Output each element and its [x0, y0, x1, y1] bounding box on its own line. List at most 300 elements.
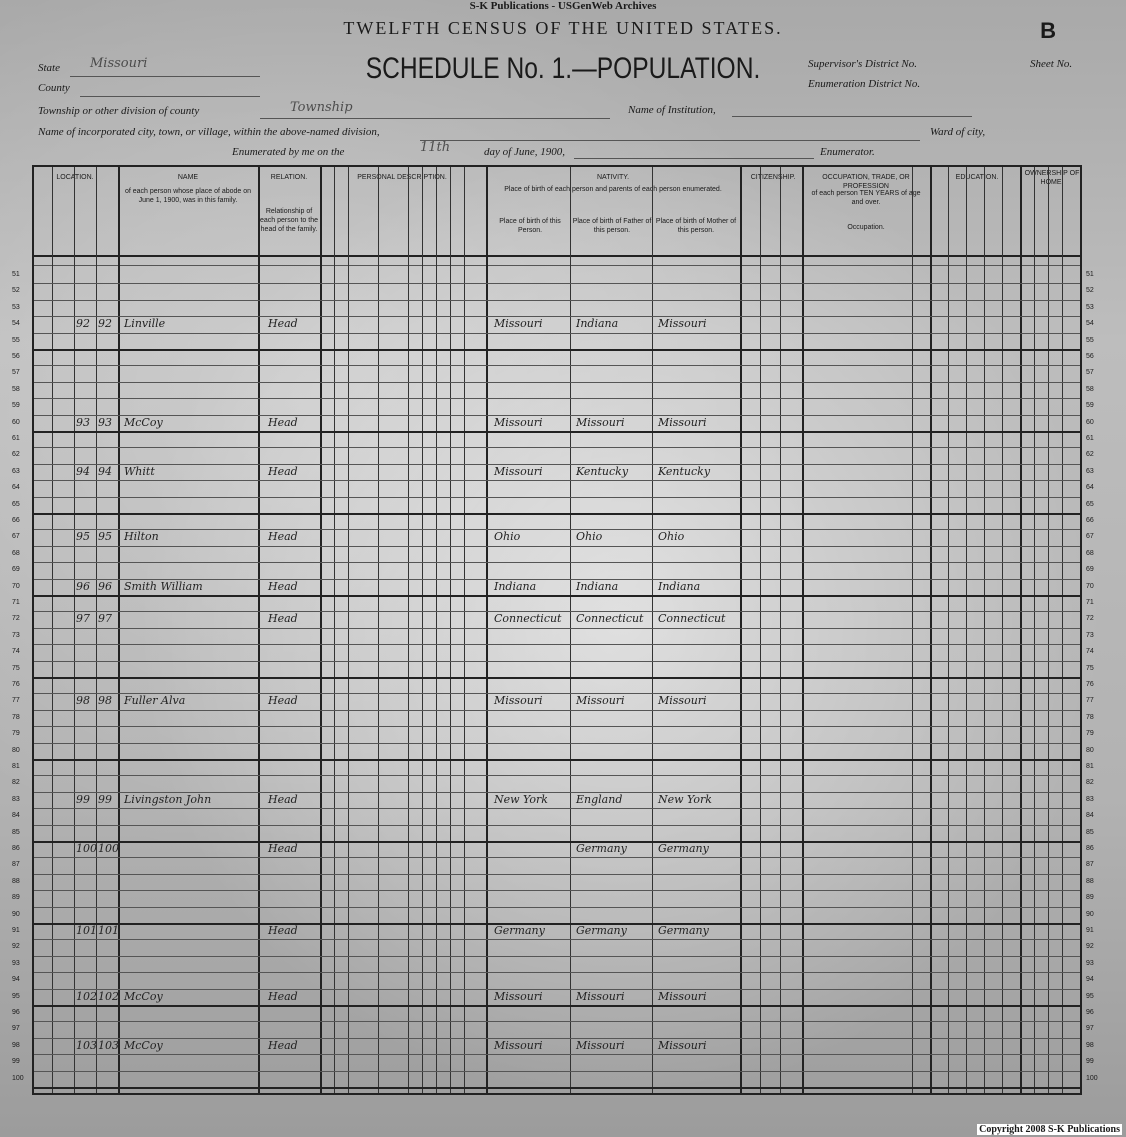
row-number-right: 88 — [1086, 877, 1094, 885]
row-number-left: 77 — [12, 697, 20, 705]
row-number-left: 58 — [12, 385, 20, 393]
col-name: NAME — [177, 174, 199, 181]
row-number-left: 93 — [12, 959, 20, 967]
entry-dwelling: 95 — [76, 530, 90, 544]
entry-birth: Missouri — [494, 415, 543, 429]
row-number-right: 93 — [1086, 959, 1094, 967]
row-number-left: 80 — [12, 746, 20, 754]
row-number-left: 98 — [12, 1041, 20, 1049]
entry-relation: Head — [268, 694, 298, 708]
vline — [802, 167, 804, 1093]
row-number-left: 67 — [12, 533, 20, 541]
row-line — [34, 1054, 1080, 1055]
row-line — [34, 497, 1080, 498]
row-line — [34, 939, 1080, 940]
row-line — [34, 661, 1080, 662]
row-number-left: 88 — [12, 877, 20, 885]
township-label: Township or other division of county — [38, 105, 200, 117]
col-relation: RELATION. — [270, 174, 308, 181]
entry-name: Smith William — [124, 579, 203, 593]
row-number-right: 67 — [1086, 533, 1094, 541]
row-line — [34, 1071, 1080, 1072]
vline — [436, 167, 437, 1093]
row-line — [34, 1087, 1080, 1089]
row-number-right: 53 — [1086, 303, 1094, 311]
col-occupation-label: Occupation. — [847, 224, 885, 231]
row-number-left: 59 — [12, 402, 20, 410]
entry-birth: Missouri — [494, 1038, 543, 1052]
row-number-left: 66 — [12, 517, 20, 524]
row-line — [34, 431, 1080, 433]
entry-birth: Connecticut — [494, 612, 562, 626]
row-number-right: 62 — [1086, 451, 1094, 459]
row-number-right: 68 — [1086, 549, 1094, 557]
col-nativity: NATIVITY. — [596, 174, 630, 181]
row-number-right: 55 — [1086, 336, 1094, 344]
entry-relation: Head — [268, 579, 298, 593]
entry-family: 95 — [98, 530, 112, 544]
row-line — [34, 989, 1080, 990]
row-line — [34, 972, 1080, 973]
state-label: State — [38, 62, 60, 74]
ward-label: Ward of city, — [930, 126, 986, 138]
row-number-left: 76 — [12, 681, 20, 688]
vline — [118, 167, 120, 1093]
row-number-left: 61 — [12, 435, 20, 442]
census-grid — [12, 165, 1098, 1095]
entry-birth: Missouri — [494, 317, 543, 331]
col-occupation-sub: of each person TEN YEARS of age and over. — [811, 190, 921, 206]
incorporated-line — [420, 140, 920, 141]
entry-dwelling: 99 — [76, 792, 90, 806]
entry-mother: Missouri — [658, 317, 707, 331]
row-number-right: 82 — [1086, 779, 1094, 787]
row-number-left: 99 — [12, 1058, 20, 1066]
county-line — [80, 96, 260, 97]
vline — [378, 167, 379, 1093]
row-number-left: 91 — [12, 927, 20, 934]
entry-family: 92 — [98, 317, 112, 331]
row-line — [34, 546, 1080, 547]
row-line — [34, 759, 1080, 761]
row-number-left: 89 — [12, 894, 20, 902]
row-number-left: 100 — [12, 1074, 24, 1082]
row-line — [34, 808, 1080, 809]
col-citizenship: CITIZENSHIP. — [750, 174, 796, 181]
entry-father: Missouri — [576, 1038, 625, 1052]
vline — [422, 167, 423, 1093]
vline — [408, 167, 409, 1093]
state-line — [70, 76, 260, 77]
supervisor-label: Supervisor's District No. — [808, 58, 917, 70]
county-label: County — [38, 82, 70, 94]
entry-name: McCoy — [124, 1038, 163, 1052]
entry-name: Hilton — [124, 530, 159, 544]
entry-name: Livingston John — [124, 792, 212, 806]
row-number-left: 74 — [12, 648, 20, 656]
vline — [96, 167, 97, 1093]
entry-family: 97 — [98, 612, 112, 626]
row-number-right: 70 — [1086, 582, 1094, 590]
vline — [348, 167, 349, 1093]
entry-mother: Connecticut — [658, 612, 726, 626]
row-number-left: 56 — [12, 353, 20, 360]
row-number-right: 51 — [1086, 271, 1094, 278]
row-number-left: 78 — [12, 713, 20, 721]
row-number-right: 94 — [1086, 976, 1094, 984]
row-number-left: 55 — [12, 336, 20, 344]
row-number-right: 65 — [1086, 500, 1094, 508]
entry-father: Germany — [576, 924, 627, 937]
row-number-right: 85 — [1086, 828, 1094, 836]
vline — [570, 167, 571, 1093]
row-number-right: 56 — [1086, 353, 1094, 360]
row-number-left: 73 — [12, 631, 20, 639]
row-number-right: 60 — [1086, 418, 1094, 426]
row-number-left: 54 — [12, 320, 20, 328]
row-number-right: 96 — [1086, 1009, 1094, 1016]
row-number-left: 94 — [12, 976, 20, 984]
row-number-left: 63 — [12, 467, 20, 475]
row-number-right: 83 — [1086, 795, 1094, 803]
row-number-left: 52 — [12, 287, 20, 295]
entry-name: Fuller Alva — [124, 694, 186, 708]
enumerated-month: day of June, 1900, — [484, 146, 565, 158]
vline — [258, 167, 260, 1093]
row-line — [34, 644, 1080, 645]
entry-name: McCoy — [124, 989, 163, 1003]
entry-birth: New York — [494, 792, 548, 806]
row-number-right: 92 — [1086, 943, 1094, 951]
entry-family: 99 — [98, 792, 112, 806]
copyright-notice: Copyright 2008 S-K Publications — [979, 1124, 1120, 1135]
row-line — [34, 1021, 1080, 1022]
row-line — [34, 710, 1080, 711]
row-line — [34, 693, 1080, 694]
row-line — [34, 628, 1080, 629]
row-number-right: 76 — [1086, 681, 1094, 688]
entry-relation: Head — [268, 989, 298, 1003]
row-number-left: 57 — [12, 369, 20, 377]
entry-father: Germany — [576, 842, 627, 855]
entry-dwelling: 103 — [76, 1038, 97, 1052]
entry-father: Missouri — [576, 694, 625, 708]
row-number-left: 65 — [12, 500, 20, 508]
row-line — [34, 841, 1080, 843]
entry-dwelling: 96 — [76, 579, 90, 593]
row-line — [34, 677, 1080, 679]
row-line — [34, 907, 1080, 908]
vline — [652, 167, 653, 1093]
row-number-left: 82 — [12, 779, 20, 787]
row-line — [34, 480, 1080, 481]
row-number-left: 96 — [12, 1009, 20, 1016]
row-number-right: 100 — [1086, 1074, 1098, 1082]
row-line — [34, 923, 1080, 925]
vline — [74, 167, 75, 1093]
entry-father: Connecticut — [576, 612, 644, 626]
archive-banner: S-K Publications - USGenWeb Archives — [469, 0, 657, 12]
row-line — [34, 743, 1080, 744]
row-number-left: 75 — [12, 664, 20, 672]
row-number-left: 86 — [12, 845, 20, 852]
row-line — [34, 513, 1080, 515]
row-number-right: 84 — [1086, 812, 1094, 820]
sheet-letter: B — [1040, 18, 1056, 43]
entry-relation: Head — [268, 612, 298, 626]
row-line — [34, 726, 1080, 727]
col-birth-father: Place of birth of Father of this person. — [572, 218, 652, 234]
row-line — [34, 825, 1080, 826]
vline — [450, 167, 451, 1093]
col-ownership: OWNERSHIP OF HOME. — [1024, 170, 1080, 186]
row-number-right: 59 — [1086, 402, 1094, 410]
row-line — [34, 316, 1080, 317]
entry-father: Indiana — [576, 317, 619, 331]
col-occupation: OCCUPATION, TRADE, OR PROFESSION — [822, 174, 910, 190]
row-line — [34, 956, 1080, 957]
incorporated-label: Name of incorporated city, town, or village, within the above-named division, — [38, 126, 380, 138]
township-value: Township — [290, 100, 353, 115]
entry-relation: Head — [268, 415, 298, 429]
state-value: Missouri — [90, 56, 148, 71]
sheet-label: Sheet No. — [1030, 58, 1073, 70]
row-number-right: 75 — [1086, 664, 1094, 672]
vline — [948, 167, 949, 1093]
row-number-right: 89 — [1086, 894, 1094, 902]
row-number-right: 61 — [1086, 435, 1094, 442]
row-number-right: 69 — [1086, 566, 1094, 574]
entry-relation: Head — [268, 792, 298, 806]
entry-father: Kentucky — [576, 464, 629, 478]
row-number-left: 64 — [12, 484, 20, 492]
entry-relation: Head — [268, 1038, 298, 1052]
entry-mother: Germany — [658, 842, 709, 855]
enumeration-label: Enumeration District No. — [808, 78, 921, 90]
row-line — [34, 890, 1080, 891]
col-personal: PERSONAL DESCRIPTION. — [357, 174, 447, 181]
enumerated-label: Enumerated by me on the — [232, 146, 345, 158]
row-number-left: 70 — [12, 582, 20, 590]
entry-birth: Missouri — [494, 989, 543, 1003]
row-line — [34, 349, 1080, 351]
row-number-right: 91 — [1086, 927, 1094, 934]
entry-mother: Missouri — [658, 1038, 707, 1052]
row-number-right: 74 — [1086, 648, 1094, 656]
row-number-left: 79 — [12, 730, 20, 738]
row-line — [34, 382, 1080, 383]
institution-line — [732, 116, 972, 117]
row-number-right: 90 — [1086, 910, 1094, 918]
col-relation-sub: Relationship of each person to the head of the family. — [260, 208, 318, 233]
vline — [780, 167, 781, 1093]
vline — [1002, 167, 1003, 1093]
entry-father: England — [576, 792, 623, 806]
entry-birth: Ohio — [494, 530, 521, 544]
row-line — [34, 1038, 1080, 1039]
entry-dwelling: 94 — [76, 464, 90, 478]
row-number-right: 99 — [1086, 1058, 1094, 1066]
entry-birth: Missouri — [494, 694, 543, 708]
row-line — [34, 1005, 1080, 1007]
row-number-right: 98 — [1086, 1041, 1094, 1049]
entry-family: 103 — [98, 1038, 119, 1052]
enumerator-label: Enumerator. — [820, 146, 875, 158]
entry-name: McCoy — [124, 415, 163, 429]
entry-family: 94 — [98, 464, 112, 478]
entry-mother: Missouri — [658, 989, 707, 1003]
entry-name: Linville — [124, 317, 166, 331]
entry-relation: Head — [268, 464, 298, 478]
vline — [740, 167, 742, 1093]
entry-name: Whitt — [124, 464, 155, 478]
entry-dwelling: 102 — [76, 989, 97, 1003]
vline — [1062, 167, 1063, 1093]
entry-dwelling: 92 — [76, 317, 90, 331]
entry-mother: Germany — [658, 924, 709, 937]
entry-mother: Ohio — [658, 530, 685, 544]
entry-family: 102 — [98, 989, 119, 1003]
row-number-left: 84 — [12, 812, 20, 820]
entry-relation: Head — [268, 842, 298, 855]
row-line — [34, 874, 1080, 875]
row-number-left: 72 — [12, 615, 20, 623]
row-number-left: 97 — [12, 1025, 20, 1033]
row-number-left: 69 — [12, 566, 20, 574]
row-line — [34, 562, 1080, 563]
row-number-right: 58 — [1086, 385, 1094, 393]
row-number-right: 57 — [1086, 369, 1094, 377]
row-number-right: 78 — [1086, 713, 1094, 721]
row-number-right: 86 — [1086, 845, 1094, 852]
vline — [464, 167, 465, 1093]
entry-mother: Missouri — [658, 415, 707, 429]
entry-mother: Indiana — [658, 579, 701, 593]
vline — [52, 167, 53, 1093]
row-number-right: 52 — [1086, 287, 1094, 295]
row-line — [34, 775, 1080, 776]
row-number-right: 79 — [1086, 730, 1094, 738]
row-number-left: 62 — [12, 451, 20, 459]
enumerated-day: 11th — [420, 140, 451, 155]
row-number-left: 68 — [12, 549, 20, 557]
entry-dwelling: 98 — [76, 694, 90, 708]
row-line — [34, 447, 1080, 448]
entry-relation: Head — [268, 530, 298, 544]
vline — [966, 167, 967, 1093]
row-number-right: 95 — [1086, 992, 1094, 1000]
vline — [320, 167, 322, 1093]
entry-family: 96 — [98, 579, 112, 593]
entry-birth: Missouri — [494, 464, 543, 478]
township-line — [260, 118, 610, 119]
entry-birth: Indiana — [494, 579, 537, 593]
vline — [486, 167, 488, 1093]
row-number-right: 63 — [1086, 467, 1094, 475]
row-number-right: 80 — [1086, 746, 1094, 754]
entry-family: 98 — [98, 694, 112, 708]
institution-label: Name of Institution, — [628, 104, 716, 116]
vline — [912, 167, 913, 1093]
vline — [1034, 167, 1035, 1093]
row-line — [34, 283, 1080, 284]
entry-relation: Head — [268, 317, 298, 331]
row-number-left: 81 — [12, 763, 20, 770]
row-number-left: 83 — [12, 795, 20, 803]
entry-father: Missouri — [576, 989, 625, 1003]
entry-father: Missouri — [576, 415, 625, 429]
row-line — [34, 595, 1080, 597]
entry-mother: Missouri — [658, 694, 707, 708]
vline — [1048, 167, 1049, 1093]
entry-father: Ohio — [576, 530, 603, 544]
entry-father: Indiana — [576, 579, 619, 593]
entry-dwelling: 93 — [76, 415, 90, 429]
col-nativity-sub: Place of birth of each person and parents of each person enumerated. — [504, 186, 722, 193]
entry-dwelling: 101 — [76, 924, 97, 937]
row-number-left: 51 — [12, 271, 20, 278]
row-number-right: 71 — [1086, 599, 1094, 606]
colnum-rule — [34, 265, 1080, 266]
row-number-right: 81 — [1086, 763, 1094, 770]
entry-relation: Head — [268, 924, 298, 937]
row-line — [34, 365, 1080, 366]
entry-birth: Germany — [494, 924, 545, 937]
row-number-left: 71 — [12, 599, 20, 606]
row-line — [34, 398, 1080, 399]
row-line — [34, 529, 1080, 530]
row-number-right: 54 — [1086, 320, 1094, 328]
vline — [930, 167, 932, 1093]
vline — [984, 167, 985, 1093]
row-line — [34, 857, 1080, 858]
vline — [1020, 167, 1022, 1093]
vline — [334, 167, 335, 1093]
row-number-left: 85 — [12, 828, 20, 836]
census-title: TWELFTH CENSUS OF THE UNITED STATES. — [343, 18, 783, 38]
row-line — [34, 333, 1080, 334]
row-line — [34, 415, 1080, 416]
row-number-right: 64 — [1086, 484, 1094, 492]
row-number-left: 87 — [12, 861, 20, 869]
entry-family: 93 — [98, 415, 112, 429]
row-number-right: 66 — [1086, 517, 1094, 524]
row-line — [34, 300, 1080, 301]
row-number-right: 77 — [1086, 697, 1094, 705]
row-number-left: 90 — [12, 910, 20, 918]
row-line — [34, 464, 1080, 465]
row-number-left: 92 — [12, 943, 20, 951]
vline — [760, 167, 761, 1093]
row-number-left: 60 — [12, 418, 20, 426]
row-number-right: 97 — [1086, 1025, 1094, 1033]
entry-family: 101 — [98, 924, 119, 937]
header-rule — [34, 255, 1080, 257]
schedule-title: SCHEDULE No. 1.—POPULATION. — [365, 52, 761, 85]
col-birth-mother: Place of birth of Mother of this person. — [655, 218, 737, 234]
row-number-right: 72 — [1086, 615, 1094, 623]
col-education: EDUCATION. — [955, 174, 999, 181]
entry-mother: Kentucky — [658, 464, 711, 478]
row-number-left: 95 — [12, 992, 20, 1000]
entry-family: 100 — [98, 842, 119, 855]
entry-dwelling: 100 — [76, 842, 97, 855]
col-birth-person: Place of birth of this Person. — [499, 218, 561, 234]
entry-dwelling: 97 — [76, 612, 90, 626]
col-name-sub: of each person whose place of abode on June 1, 1900, was in this family. — [124, 188, 252, 204]
row-number-right: 73 — [1086, 631, 1094, 639]
entry-mother: New York — [658, 792, 712, 806]
